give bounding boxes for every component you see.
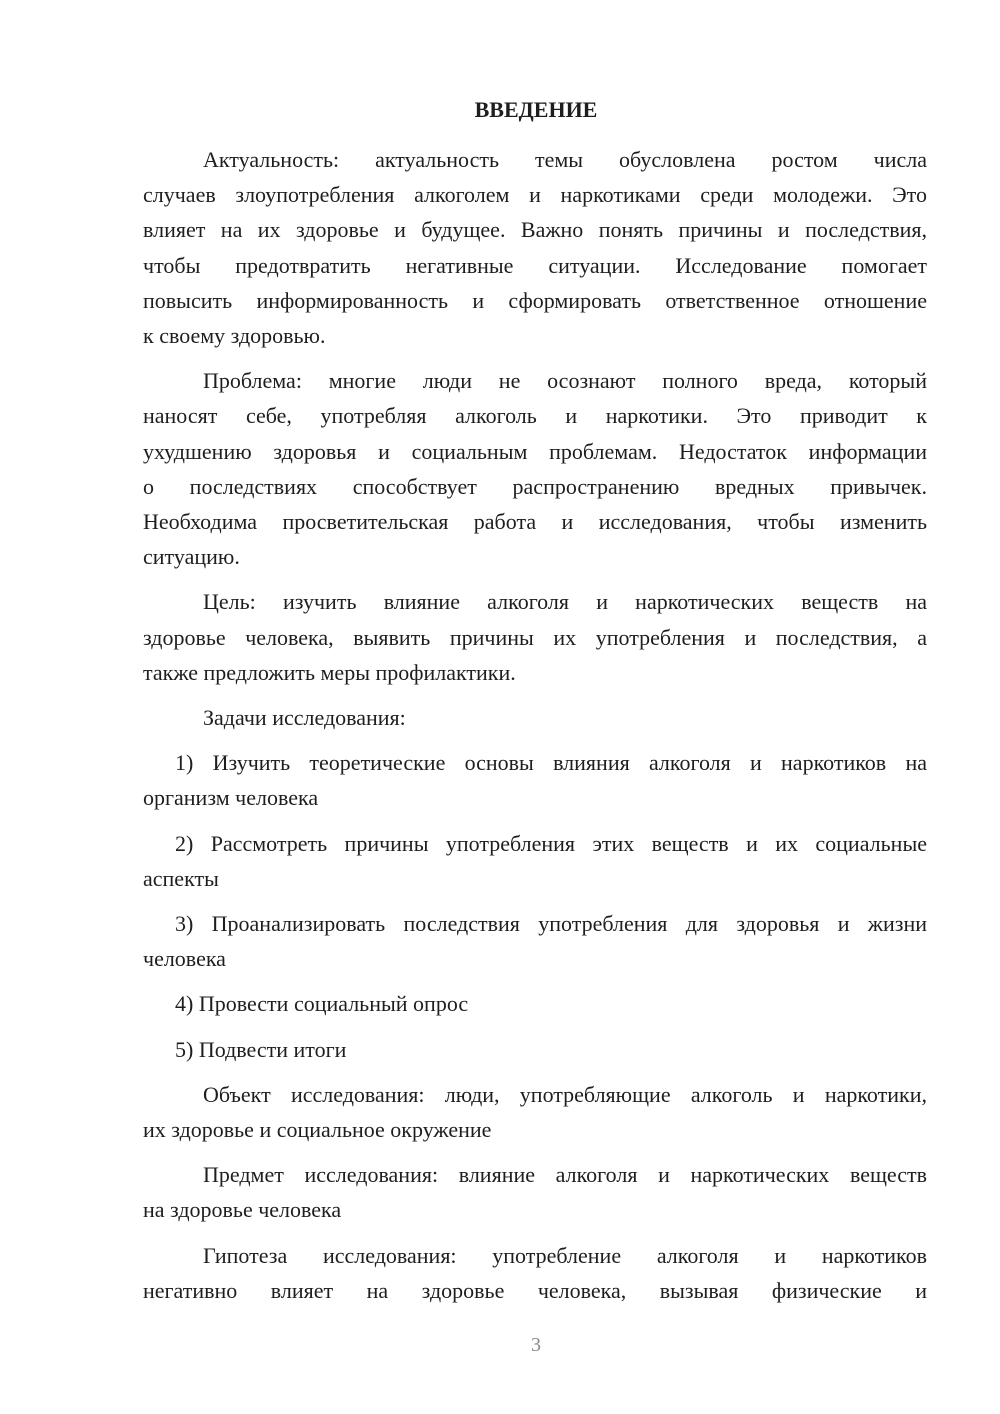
text-line: случаев злоупотребления алкоголем и наркотиками среди молодежи. Это — [143, 182, 927, 208]
text-line: к своему здоровью. — [143, 323, 326, 349]
text-line: Необходима просветительская работа и исследования, чтобы изменить — [143, 509, 927, 535]
text-line: 1) Изучить теоретические основы влияния алкоголя и наркотиков на — [175, 750, 927, 776]
text-line: также предложить меры профилактики. — [143, 659, 516, 685]
text-line: Цель: изучить влияние алкоголя и наркотических веществ на — [203, 589, 927, 615]
list-item — [143, 1032, 927, 1067]
list-item — [143, 745, 927, 815]
text-line: 2) Рассмотреть причины употребления этих веществ и их социальные — [175, 830, 927, 856]
text-line: ситуацию. — [143, 544, 240, 570]
text-line: здоровье человека, выявить причины их употребления и последствия, а — [143, 624, 927, 650]
text-line: 3) Проанализировать последствия употребления для здоровья и жизни — [175, 911, 927, 937]
paragraph — [143, 584, 927, 690]
text-line: негативно влияет на здоровье человека, вызывая физические и — [143, 1277, 927, 1303]
text-line: организм человека — [143, 785, 319, 811]
text-line: чтобы предотвратить негативные ситуации. Исследование помогает — [143, 252, 927, 278]
paragraph — [143, 700, 927, 735]
text-line: повысить информированность и сформировать ответственное отношение — [143, 287, 927, 313]
text-line: ухудшению здоровья и социальным проблемам. Недостаток информации — [143, 438, 927, 464]
text-line: их здоровье и социальное окружение — [143, 1117, 492, 1143]
text-line: человека — [143, 946, 226, 972]
text-line: 4) Провести социальный опрос — [175, 991, 469, 1017]
text-line: о последствиях способствует распространению вредных привычек. — [143, 473, 927, 499]
list-item — [143, 906, 927, 976]
paragraph — [143, 363, 927, 574]
text-line: Предмет исследования: влияние алкоголя и наркотических веществ — [203, 1162, 927, 1188]
section-title: ВВЕДЕНИЕ — [474, 97, 598, 122]
paragraph — [143, 1077, 927, 1147]
text-line: Актуальность: актуальность темы обусловлена ростом числа — [203, 147, 927, 172]
paragraph — [143, 1238, 927, 1308]
text-line: 5) Подвести итоги — [175, 1036, 347, 1062]
text-line: на здоровье человека — [143, 1197, 342, 1223]
document-body — [143, 142, 927, 1318]
text-line: Гипотеза исследования: употребление алкоголя и наркотиков — [203, 1242, 927, 1268]
page-number: 3 — [531, 1334, 541, 1356]
list-item — [143, 986, 927, 1021]
text-line: Проблема: многие люди не осознают полного вреда, который — [203, 368, 927, 394]
text-line: аспекты — [143, 865, 219, 891]
text-line: наносят себе, употребляя алкоголь и наркотики. Это приводит к — [143, 403, 927, 429]
text-line: Объект исследования: люди, употребляющие алкоголь и наркотики, — [203, 1081, 927, 1107]
text-line: влияет на их здоровье и будущее. Важно понять причины и последствия, — [143, 217, 927, 243]
text-line: Задачи исследования: — [203, 705, 406, 731]
paragraph — [143, 142, 927, 353]
list-item — [143, 826, 927, 896]
paragraph — [143, 1157, 927, 1227]
